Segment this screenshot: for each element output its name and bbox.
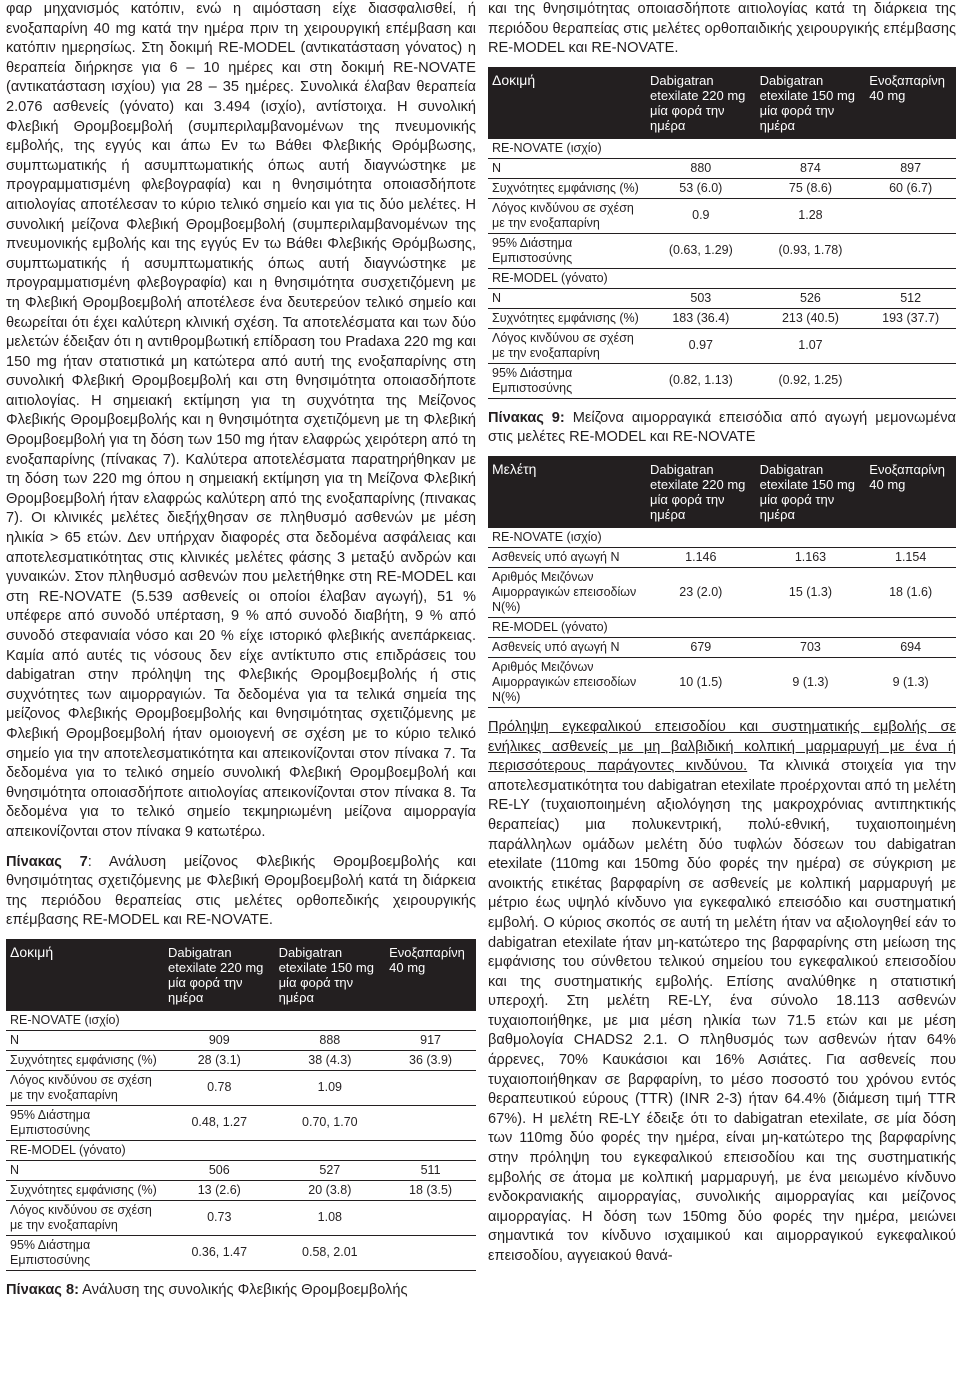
value-cell: 9 (1.3) (756, 657, 866, 707)
table-row (488, 178, 956, 198)
table-row (488, 288, 956, 308)
value-cell: 0.36, 1.47 (164, 1235, 275, 1270)
table-row (488, 363, 956, 398)
value-cell: 15 (1.3) (756, 567, 866, 617)
value-cell: Ενοξαπαρίνη 40 mg (865, 456, 956, 528)
value-cell: 18 (1.6) (865, 567, 956, 617)
value-cell (385, 1105, 476, 1140)
value-cell: 527 (275, 1160, 386, 1180)
value-cell: 917 (385, 1030, 476, 1050)
section-body-text: Τα κλινικά στοιχεία για την αποτελεσματικότητα του dabigatran etexilate προέρχονται από τη μελέτη RE-LY (τυχαιοποιημένη αξιολόγηση της μακροχρόνιας αντιπηκτικής θεραπείας) μια πολυκεντρική, πολύ-εθνική, τυχαιοποιημένη παράλληλων ομάδων μελέτη δύο τυφλών δόσεων του dabigatran etexilate (110mg και 150mg δύο φορές την ημέρα) σε σύγκριση με ανοικτής ετικέτας βαρφαρίνη σε ασθενείς με κολπική μαρμαρυγή με μέτριο έως υψηλό κίνδυνο για εγκεφαλικό επεισόδιο και συστηματική εμβολή. Ο κύριος σκοπός σε αυτή τη μελέτη ήταν να αξιολογηθεί εάν το dabigatran etexilate ήταν μη-κατώτερο της βαρφαρίνης στη μείωση της εμφάνισης του σύνθετου τελικού σημείου του εγκεφαλικού επεισοδίου και της συστηματικής εμβολής. Επίσης αναλύθηκε η στατιστική υπεροχή. Στη μελέτη RE-LY, ένα σύνολο 18.113 ασθενών τυχαιοποιήθηκε, με μια μέση ηλικία των 71.5 ετών και με μέση βαθμολογία CHADS2 2.1. Ο πληθυσμός των ασθενών ήταν 64% άρρενες, 70% Καυκάσιοι και 16% Ασιάτες. Για ασθενείς που τυχαιοποιήθηκαν σε βαρφαρίνη, το μέσο ποσοστό του χρόνου εντός θεραπευτικού εύρους (TTR) (INR 2-3) ήταν 64.4% (διάμεση τιμή TTR 67%). Η μελέτη RE-LY έδειξε ότι το dabigatran etexilate, σε μία δόση των 110mg δύο φορές την ημέρα, είναι μη-κατώτερο της βαρφαρίνης στην πρόληψη του εγκεφαλικού επεισοδίου και της συστηματικής εμβολής σε άτομα με κολπική μαρμαρυγή, με ένα μειωμένο κίνδυνο ενδοκρανιακής αιμορραγίας, συνολικής αιμορραγίας και μείζονος αιμορραγίας. Η δόση των 150mg δύο φορές την ημέρα, μειώνει σημαντικά τον κίνδυνο ισχαιμικού και αιμορραγικού εγκεφαλικού επεισοδίου, αγγειακού θανά- (488, 758, 956, 1264)
value-cell: 1.154 (865, 547, 956, 567)
value-cell: 53 (6.0) (646, 178, 756, 198)
table-row (488, 158, 956, 178)
table-row (488, 233, 956, 268)
value-cell: 9 (1.3) (865, 657, 956, 707)
value-cell: 1.28 (756, 198, 866, 233)
table-row (6, 1180, 476, 1200)
table-section-row (488, 617, 956, 637)
row-label-cell: Δοκιμή (488, 67, 646, 139)
value-cell: 13 (2.6) (164, 1180, 275, 1200)
table7-caption-text: : Ανάλυση μείζονος Φλεβικής Θρομβοεμβολής και θνησιμότητας σχετιζόμενης με Φλεβική Θρομβοεμβολή κατά τη διάρκεια της περιόδου θεραπείας στις μελέτες ορθοπεδικής χειρουργικής επέμβασης RE-MODEL και RE-NOVATE. (6, 853, 476, 929)
body-paragraph-right (488, 718, 956, 1267)
value-cell: 0.70, 1.70 (275, 1105, 386, 1140)
row-label-cell: N (6, 1160, 164, 1180)
section-label: RE-MODEL (γόνατο) (488, 617, 956, 637)
value-cell: 10 (1.5) (646, 657, 756, 707)
value-cell: Dabigatran etexilate 220 mg μία φορά την ημέρα (646, 67, 756, 139)
value-cell: 511 (385, 1160, 476, 1180)
value-cell: (0.82, 1.13) (646, 363, 756, 398)
value-cell: Dabigatran etexilate 150 mg μία φορά την ημέρα (275, 939, 386, 1011)
row-label-cell: Δοκιμή (6, 939, 164, 1011)
row-label-cell: 95% Διάστημα Εμπιστοσύνης (488, 233, 646, 268)
table-row (488, 657, 956, 707)
value-cell (865, 328, 956, 363)
table9-caption-label: Πίνακας 9: (488, 409, 565, 426)
value-cell: 213 (40.5) (756, 308, 866, 328)
table7-caption-continued: και της θνησιμότητας οποιασδήποτε αιτιολογίας κατά τη διάρκεια της περιόδου θεραπείας στις μελέτες ορθοπαιδικής χειρουργικής επέμβασης RE-MODEL και RE-NOVATE. (488, 1, 956, 57)
table-row (488, 637, 956, 657)
row-label-cell: N (488, 158, 646, 178)
section-label: RE-MODEL (γόνατο) (488, 268, 956, 288)
value-cell: 1.146 (646, 547, 756, 567)
value-cell: 18 (3.5) (385, 1180, 476, 1200)
table-row (6, 1070, 476, 1105)
table7-caption (6, 853, 476, 931)
left-column (6, 0, 476, 1378)
row-label-cell: Αριθμός Μειζόνων Αιμορραγικών επεισοδίων N(%) (488, 657, 646, 707)
value-cell: 526 (756, 288, 866, 308)
value-cell: Dabigatran etexilate 150 mg μία φορά την ημέρα (756, 67, 866, 139)
value-cell: 503 (646, 288, 756, 308)
value-cell: 23 (2.0) (646, 567, 756, 617)
value-cell (385, 1235, 476, 1270)
value-cell: Ενοξαπαρίνη 40 mg (865, 67, 956, 139)
value-cell: 183 (36.4) (646, 308, 756, 328)
table-row (6, 1050, 476, 1070)
section-label: RE-MODEL (γόνατο) (6, 1140, 476, 1160)
table7-caption-label: Πίνακας 7 (6, 853, 88, 870)
value-cell: Ενοξαπαρίνη 40 mg (385, 939, 476, 1011)
value-cell: 506 (164, 1160, 275, 1180)
table-header-row (488, 456, 956, 528)
table-section-row (6, 1140, 476, 1160)
row-label-cell: N (488, 288, 646, 308)
row-label-cell: Ασθενείς υπό αγωγή N (488, 637, 646, 657)
value-cell: 0.9 (646, 198, 756, 233)
value-cell: 0.48, 1.27 (164, 1105, 275, 1140)
table7 (488, 67, 956, 399)
value-cell (385, 1070, 476, 1105)
value-cell: (0.63, 1.29) (646, 233, 756, 268)
table-row (6, 1160, 476, 1180)
row-label-cell: 95% Διάστημα Εμπιστοσύνης (488, 363, 646, 398)
value-cell (865, 198, 956, 233)
row-label-cell: Λόγος κινδύνου σε σχέση με την ενοξαπαρίνη (488, 328, 646, 363)
table-section-row (488, 139, 956, 159)
value-cell: 1.09 (275, 1070, 386, 1105)
table-row (488, 198, 956, 233)
table-row (6, 1105, 476, 1140)
table-section-row (6, 1011, 476, 1031)
value-cell: 28 (3.1) (164, 1050, 275, 1070)
row-label-cell: Συχνότητες εμφάνισης (%) (6, 1050, 164, 1070)
section-heading-underlined: Πρόληψη εγκεφαλικού επεισοδίου και συστηματικής εμβολής σε ενήλικες ασθενείς με μη βαλβιδική κολπική μαρμαρυγή με ένα ή περισσότερους παράγοντες κινδύνου. (488, 718, 956, 775)
value-cell: 60 (6.7) (865, 178, 956, 198)
row-label-cell: Μελέτη (488, 456, 646, 528)
table-section-row (488, 528, 956, 548)
value-cell: Dabigatran etexilate 150 mg μία φορά την ημέρα (756, 456, 866, 528)
value-cell: 897 (865, 158, 956, 178)
section-label: RE-NOVATE (ισχίο) (488, 139, 956, 159)
value-cell: 193 (37.7) (865, 308, 956, 328)
table-row (488, 567, 956, 617)
row-label-cell: Συχνότητες εμφάνισης (%) (488, 178, 646, 198)
row-label-cell: Αριθμός Μειζόνων Αιμορραγικών επεισοδίων N(%) (488, 567, 646, 617)
row-label-cell: Λόγος κινδύνου σε σχέση με την ενοξαπαρίνη (6, 1070, 164, 1105)
value-cell: 694 (865, 637, 956, 657)
value-cell: Dabigatran etexilate 220 mg μία φορά την ημέρα (164, 939, 275, 1011)
right-column (488, 0, 956, 1378)
value-cell: 0.78 (164, 1070, 275, 1105)
value-cell: 36 (3.9) (385, 1050, 476, 1070)
row-label-cell: 95% Διάστημα Εμπιστοσύνης (6, 1235, 164, 1270)
value-cell: 874 (756, 158, 866, 178)
table-row (6, 1235, 476, 1270)
value-cell: 0.97 (646, 328, 756, 363)
value-cell: Dabigatran etexilate 220 mg μία φορά την ημέρα (646, 456, 756, 528)
table-header-row (6, 939, 476, 1011)
table9 (488, 456, 956, 708)
value-cell: 0.73 (164, 1200, 275, 1235)
value-cell: 880 (646, 158, 756, 178)
table-row (488, 328, 956, 363)
value-cell: 0.58, 2.01 (275, 1235, 386, 1270)
value-cell: 679 (646, 637, 756, 657)
section-label: RE-NOVATE (ισχίο) (6, 1011, 476, 1031)
value-cell: 512 (865, 288, 956, 308)
value-cell (865, 233, 956, 268)
value-cell: 1.163 (756, 547, 866, 567)
table8 (6, 939, 476, 1271)
table-row (488, 547, 956, 567)
value-cell: 703 (756, 637, 866, 657)
table-header-row (488, 67, 956, 139)
value-cell: (0.92, 1.25) (756, 363, 866, 398)
row-label-cell: Συχνότητες εμφάνισης (%) (6, 1180, 164, 1200)
value-cell: 38 (4.3) (275, 1050, 386, 1070)
value-cell (865, 363, 956, 398)
value-cell (385, 1200, 476, 1235)
table9-caption (488, 409, 956, 448)
value-cell: 75 (8.6) (756, 178, 866, 198)
value-cell: 1.07 (756, 328, 866, 363)
row-label-cell: Λόγος κινδύνου σε σχέση με την ενοξαπαρίνη (6, 1200, 164, 1235)
table-row (6, 1200, 476, 1235)
row-label-cell: Ασθενείς υπό αγωγή N (488, 547, 646, 567)
body-paragraph-left: φαρ μηχανισμός κατόπιν, ενώ η αιμόσταση είχε διασφαλισθεί, ή ενοξαπαρίνη 40 mg κατά την ημέρα πριν τη χειρουργική επέμβαση και κατόπιν ημερησίως. Στη δοκιμή RE-MODEL (αντικατάσταση γόνατος) η θεραπεία διήρκησε για 6 – 10 ημέρες και στη δοκιμή RE-NOVATE (αντικατάσταση ισχίου) για 28 – 35 ημέρες. Συνολικά έλαβαν θεραπεία 2.076 ασθενείς (γόνατο) και 3.494 (ισχίο), αντίστοιχα. Η συνολική Φλεβική Θρομβοεμβολή (συμπεριλαμβανομένων της πνευμονικής εμβολής, της εγγύς και άπω Εν τω Βάθει Φλεβικής Θρόμβωσης, συμπτωματικής ή ασυμπτωματικής όπως αυτή διαγνώστηκε με προγραμματισμένη φλεβογραφία) και η θνησιμότητα οποιασδήποτε αιτιολογίας αποτέλεσαν το κύριο τελικό σημείο και για τις δύο μελέτες. Η συνολική μείζονα Φλεβική Θρομβοεμβολή (συμπεριλαμβανομένων της πνευμονικής εμβολής και της εγγύς Εν τω Βάθει Φλεβικής Θρόμβωσης, συμπτωματικής ή ασυμπτωματικής όπως αυτή διαγνώστηκε με προγραμματισμένη φλεβογραφία) και η θνησιμότητα συσχετιζόμενη με τη Φλεβική Θρομβοεμβολή αποτέλεσε ένα δευτερεύον τελικό σημείο και θεωρείται ότι έχει καλύτερη κλινική σχέση. Τα αποτελέσματα και των δύο μελετών έδειξαν ότι η αντιθρομβωτική επίδραση του Pradaxa 220 mg και 150 mg ήταν στατιστικά μη κατώτερα από αυτή της ενοξαπαρίνης στη συνολική Φλεβική Θρομβοεμβολή και στη θνησιμότητα οποιασδήποτε αιτιολογίας. Η σημειακή εκτίμηση για τη συχνότητα της Μείζονος Φλεβικής Θρομβοεμβολής και η θνησιμότητα σχετιζόμενη με τη Φλεβική Θρομβοεμβολή για τη δόση των 150 mg ήταν ελαφρώς χειρότερη από τη ενοξαπαρίνης (πίνακας 7). Καλύτερα αποτελέσματα παρατηρήθηκαν με τη δόση των 220 mg όπου η σημειακή εκτίμηση για τη Μείζονα Φλεβική Θρομβοεμβολή ήταν ελαφρώς καλύτερη από της ενοξαπαρίνης (πινακας 7). Οι κλινικές μελέτες διεξήχθησαν σε πληθυσμό ασθενών με μέση ηλικία > 65 ετών. Δεν υπήρχαν διαφορές στα δεδομένα ασφάλειας και αποτελεσματικότητας στις κλινικές μελέτες φάσης 3 μεταξύ ανδρών και γυναικών. Στον πληθυσμό ασθενών που μελετήθηκε στη RE-MODEL και στη RE-NOVATE (5.539 ασθενείς οι οποίοι έλαβαν αγωγή), 51 % υπέφερε από συνοδό υπέρταση, 9 % από συνοδό διαβήτη, 9 % από συνοδό στεφανιαία νόσο και 20 % είχε ιστορικό φλεβικής ανεπάρκειας. Καμία από αυτές τις νόσους δεν είχε αντίκτυπο στις επιδράσεις του dabigatran στην πρόληψη της Φλεβικής Θρομβοεμβολής ή στις συχνότητες των αιμορραγιών. Τα δεδομένα για τα τελικά σημεία της μείζονος Φλεβικής Θρομβοεμβολής και θνησιμότητας σχετιζόμενης με Φλεβική Θρομβοεμβολή ήταν ομοιογενή σε σχέση με το κύριο τελικό σημείο για την αποτελεσματικότητα και απεικονίζονται στον πίνακα 7. Τα δεδομένα για το τελικό σημείο συνολική Φλεβική Θρομβοεμβολή και θνησιμότητα οποιασδήποτε αιτιολογίας απεικονίζονται στον πίνακα 8. Τα δεδομένα για το τελικό σημείο τεκμηριωμένη μείζονα αιμορραγία απεικονίζονται στον πίνακα 9 κατωτέρω. (6, 1, 476, 840)
table9-caption-text: Μείζονα αιμορραγικά επεισόδια από αγωγή μεμονωμένα στις μελέτες RE-MODEL και RE-NOVATE (488, 409, 956, 446)
table-row (6, 1030, 476, 1050)
value-cell: 20 (3.8) (275, 1180, 386, 1200)
table8-caption-text: Ανάλυση της συνολικής Φλεβικής Θρομβοεμβολής (78, 1281, 408, 1298)
section-label: RE-NOVATE (ισχίο) (488, 528, 956, 548)
row-label-cell: 95% Διάστημα Εμπιστοσύνης (6, 1105, 164, 1140)
row-label-cell: Λόγος κινδύνου σε σχέση με την ενοξαπαρίνη (488, 198, 646, 233)
row-label-cell: N (6, 1030, 164, 1050)
table-section-row (488, 268, 956, 288)
table8-caption (6, 1281, 476, 1301)
row-label-cell: Συχνότητες εμφάνισης (%) (488, 308, 646, 328)
value-cell: 1.08 (275, 1200, 386, 1235)
table8-caption-label: Πίνακας 8: (6, 1281, 79, 1298)
value-cell: 888 (275, 1030, 386, 1050)
value-cell: (0.93, 1.78) (756, 233, 866, 268)
table-row (488, 308, 956, 328)
value-cell: 909 (164, 1030, 275, 1050)
